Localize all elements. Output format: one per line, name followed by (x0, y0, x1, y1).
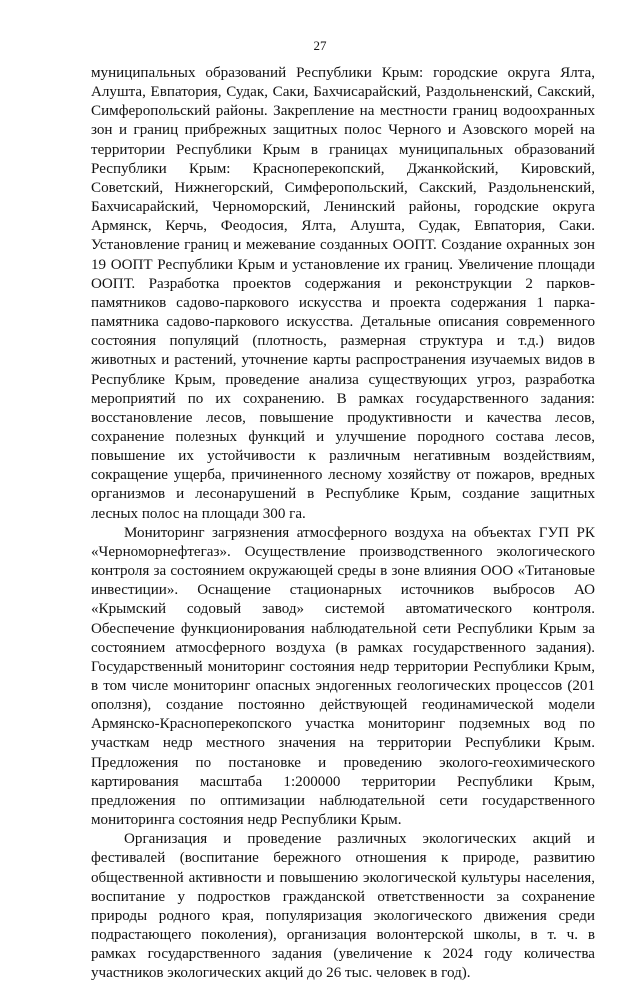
paragraph-eco-actions: Организация и проведение различных экологических акций и фестивалей (воспитание бережного отношения к природе, развитию общественной активности и повышению экологической культуры населения, воспитание у подростков гражданской ответственности за сохранение природы родного края, популяризация экологического движения среди подрастающего поколения), организация волонтерской школы, в т. ч. в рамках государственного задания (увеличение к 2024 году количества участников экологических акций до 26 тыс. человек в год). (91, 831, 595, 982)
page-number: 27 (313, 38, 327, 53)
paragraph-protected-areas: муниципальных образований Республики Крым: городские округа Ялта, Алушта, Евпатория, Судак, Саки, Бахчисарайский, Раздольненский, Сакский, Симферопольский районы. Закрепление на местности границ водоохранных зон и границ прибрежных защитных полос Черного и Азовского морей на территории Республики Крым в границах муниципальных образований Республики Крым: Красноперекопский, Джанкойский, Кировский, Советский, Нижнегорский, Симферопольский, Сакский, Раздольненский, Бахчисарайский, Черноморский, Ленинский районы, городские округа Армянск, Керчь, Феодосия, Ялта, Алушта, Судак, Евпатория, Саки. Установление границ и межевание созданных ООПТ. Создание охранных зон 19 ООПТ Республики Крым и установление их границ. Увеличение площади ООПТ. Разработка проектов содержания и реконструкции 2 парков-памятников садово-паркового искусства и проекта содержания 1 парка-памятника садово-паркового искусства. Детальные описания современного состояния популяций (плотность, размерная структура и т.д.) видов животных и растений, уточнение карты распространения изучаемых видов в Республике Крым, проведение анализа существующих угроз, разработка мероприятий по их сохранению. В рамках государственного задания: восстановление лесов, повышение продуктивности и качества лесов, сохранение полезных функций и улучшение породного состава лесов, повышение их устойчивости к различным негативным воздействиям, сокращение ущерба, причиненного лесному хозяйству от пожаров, вредных организмов и лесонарушений в Республике Крым, создание защитных лесных полос на площади 300 га. (91, 65, 595, 522)
page-body (91, 64, 595, 984)
paragraph-monitoring: Мониторинг загрязнения атмосферного воздуха на объектах ГУП РК «Черноморнефтегаз». Осуществление производственного экологического контроля за состоянием окружающей среды в зоне влияния ООО «Титановые инвестиции». Оснащение стационарных источников выбросов АО «Крымский содовый завод» системой автоматического контроля. Обеспечение функционирования наблюдательной сети Республики Крым за состоянием атмосферного воздуха (в рамках государственного задания). Государственный мониторинг состояния недр территории Республики Крым, в том числе мониторинг опасных эндогенных геологических процессов (201 оползня), создание постоянно действующей геодинамической модели Армянско-Красноперекопского участка мониторинг подземных вод по участкам недр местного значения на территории Республики Крым. Предложения по постановке и проведению эколого-геохимического картирования масштаба 1:200000 территории Республики Крым, предложения по оптимизации наблюдательной сети государственного мониторинга состояния недр Республики Крым. (91, 524, 595, 829)
